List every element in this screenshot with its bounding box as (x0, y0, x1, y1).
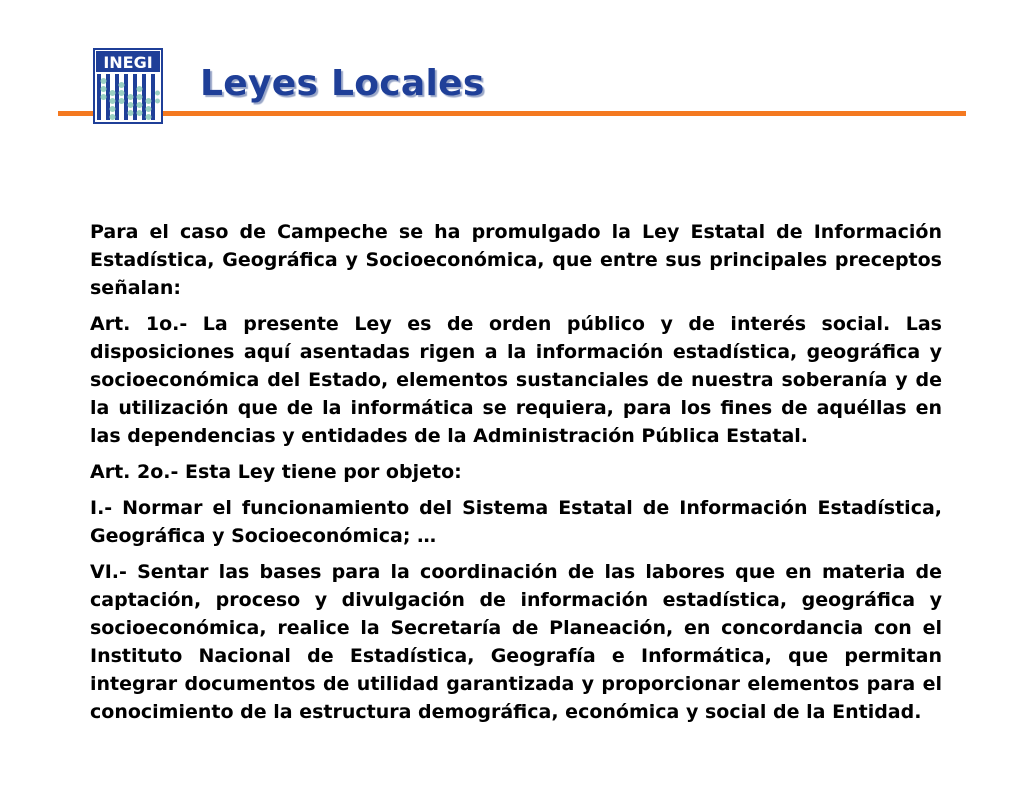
slide-title: Leyes Locales (200, 63, 485, 104)
inegi-logo (93, 48, 163, 124)
slide-body (90, 218, 942, 734)
article-2-heading: Art. 2o.- Esta Ley tiene por objeto: (90, 461, 462, 483)
intro-paragraph: Para el caso de Campeche se ha promulgado la Ley Estatal de Información Estadística, Geográfica y Socioeconómica, que entre sus principales preceptos señalan: (90, 221, 942, 299)
fraction-vi-paragraph: VI.- Sentar las bases para la coordinación de las labores que en materia de captación, proceso y divulgación de información estadística, geográfica y socioeconómica, realice la Secretaría de Planeación, en concordancia con el Instituto Nacional de Estadística, Geografía e Informática, que permitan integrar documentos de utilidad garantizada y proporcionar elementos para el conocimiento de la estructura demográfica, económica y social de la Entidad. (90, 561, 942, 723)
fraction-i-paragraph: I.- Normar el funcionamiento del Sistema Estatal de Información Estadística, Geográfica y Socioeconómica; … (90, 497, 942, 547)
article-1-paragraph: Art. 1o.- La presente Ley es de orden público y de interés social. Las disposiciones aquí asentadas rigen a la información estadística, geográfica y socioeconómica del Estado, elementos sustanciales de nuestra soberanía y de la utilización que de la informática se requiera, para los fines de aquéllas en las dependencias y entidades de la Administración Pública Estatal. (90, 313, 942, 447)
header-rule (58, 111, 966, 116)
logo-text: INEGI (103, 53, 153, 72)
